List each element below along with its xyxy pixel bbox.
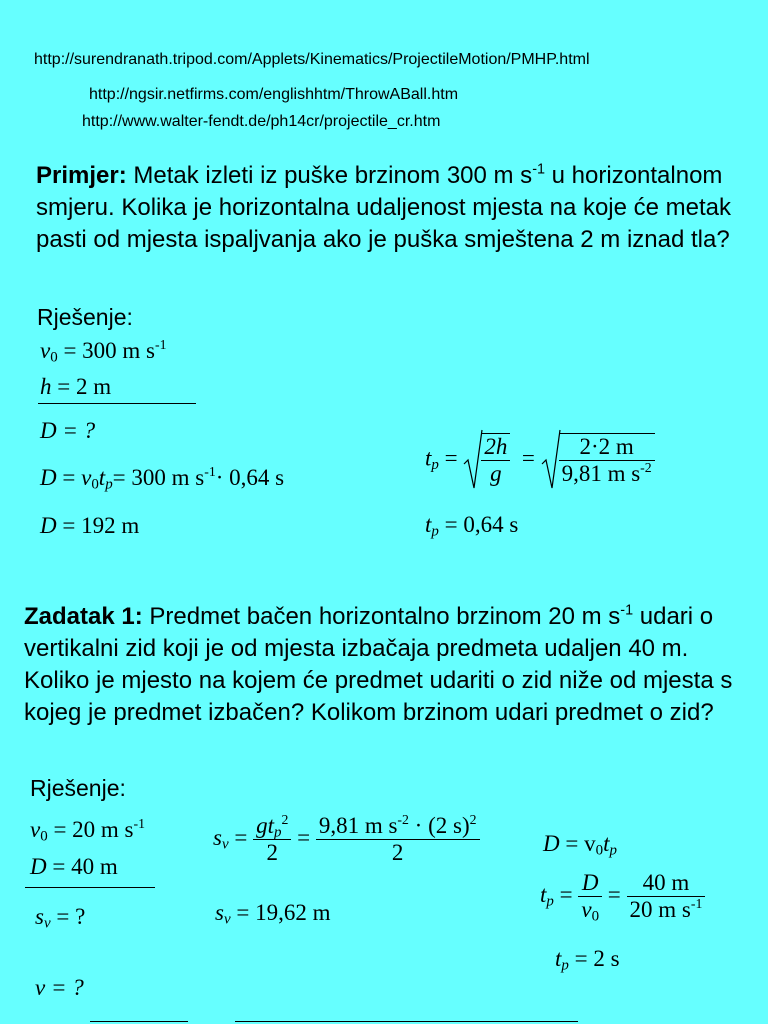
example-label: Primjer:: [36, 162, 127, 189]
task1-text-part2: udari o vertikalni zid koji je od mjesta izbačaja predmeta udaljen 40 m. Koliko je mjesto na kojem će predmet udariti o zid niže od mjesta s kojeg je predmet izbačen? Kolikom brzinom udari predmet o zid?: [24, 603, 733, 726]
task1-given-d: D = 40 m: [30, 854, 118, 879]
link-pmhp[interactable]: http://surendranath.tripod.com/Applets/Kinematics/ProjectileMotion/PMHP.html: [34, 51, 590, 68]
link-walter-fendt[interactable]: http://www.walter-fendt.de/ph14cr/projectile_cr.htm: [82, 113, 441, 130]
example-text-exponent: -1: [532, 161, 545, 178]
example-given-divider: [38, 403, 196, 404]
task1-sv-formula: $s_v$ = $\frac{gt_p^2}{2}$ = $\frac{9,81 m s^{-2} \cdot (2 s)^2}{2}$: [213, 813, 480, 866]
task1-tp-formula: $t_p$ = $\frac{D}{v_0}$ = $\frac{40 m}{20 m s^{-1}}$: [540, 870, 705, 923]
example-problem-text: [36, 160, 756, 256]
example-d-result: D = 192 m: [40, 513, 140, 538]
example-tp-result: $t_p = 0,64$ s: [425, 512, 519, 540]
bottom-divider-right: [235, 1021, 578, 1022]
example-d-formula: $D = v_0t_p= 300$ m $s^{-1}\cdot 0,64$ s: [40, 464, 285, 493]
task1-solution-label: Rješenje:: [30, 775, 126, 801]
sqrt-sign-icon: [541, 428, 561, 492]
task1-sv-result: $s_v = 19,62$ m: [215, 900, 331, 928]
example-text-part1: Metak izleti iz puške brzinom 300 m s: [126, 162, 533, 189]
sqrt-sign-icon: [463, 428, 483, 492]
example-text-part2: u horizontalnom smjeru. Kolika je horizontalna udaljenost mjesta na koje će metak pasti od mjesta ispaljvanja ako je puška smještena 2 m iznad tla?: [36, 162, 732, 253]
link-throw-a-ball[interactable]: http://ngsir.netfirms.com/englishhtm/ThrowABall.htm: [89, 86, 459, 103]
example-tp-formula: $t_p$ = $\frac{2h}{g}$ = $\frac{2\cdot 2 m}{9,81 m s^{-2}}$: [425, 428, 655, 492]
task1-given-v0: $v_0 = 20$ m $s^{-1}$: [30, 816, 145, 845]
task1-given-divider: [25, 887, 155, 888]
task1-text-part1: Predmet bačen horizontalno brzinom 20 m s: [142, 603, 621, 630]
example-given-h: h = 2 m: [40, 374, 112, 399]
task1-label: Zadatak 1:: [24, 603, 143, 630]
bottom-divider-left: [90, 1021, 188, 1022]
task1-unknown-v: v = ?: [35, 975, 84, 1000]
example-unknown-d: D = ?: [40, 418, 96, 443]
task1-d-formula: $D = v_0t_p$: [543, 831, 617, 859]
task1-unknown-sv: $s_v$ = ?: [35, 904, 86, 932]
task1-tp-result: $t_p = 2$ s: [555, 946, 620, 974]
task1-problem-text: [24, 601, 744, 729]
example-given-v0: $v_0 = 300$ m $s^{-1}$: [40, 337, 167, 366]
task1-text-exponent: -1: [620, 602, 634, 619]
example-solution-label: Rješenje:: [37, 304, 133, 330]
